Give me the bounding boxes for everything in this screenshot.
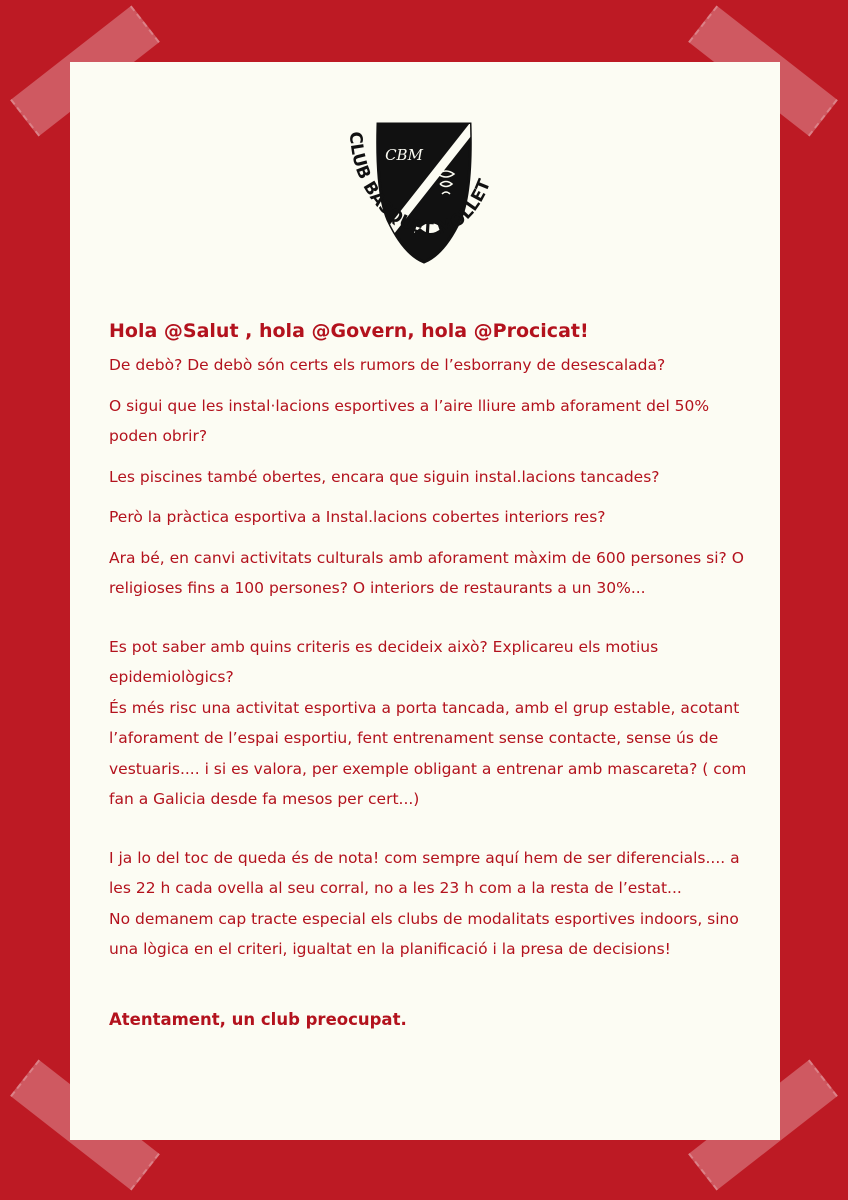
letter-body (109, 316, 749, 1045)
paragraph: O sigui que les instal·lacions esportives a l’aire lliure amb aforament del 50% poden obrir? (109, 396, 710, 445)
club-logo (338, 112, 510, 302)
logo-monogram: CBM (385, 146, 423, 164)
paragraph: No demanem cap tracte especial els clubs de modalitats esportives indoors, sino una lògica en el criteri, igualtat en la planificació i la presa de decisions! (109, 909, 739, 958)
paragraph: Però la pràctica esportiva a Instal.lacions cobertes interiors res? (109, 508, 606, 526)
letter-paper (70, 62, 780, 1140)
letter-heading: Hola @Salut , hola @Govern, hola @Procicat! (109, 320, 589, 342)
paragraph: I ja lo del toc de queda és de nota! com sempre aquí hem de ser diferencials.... a les 22 h cada ovella al seu corral, no a les 23 h com a la resta de l’estat... (109, 848, 740, 897)
paragraph: Les piscines també obertes, encara que siguin instal.lacions tancades? (109, 467, 660, 486)
paragraph: És més risc una activitat esportiva a porta tancada, amb el grup estable, acotant l’aforament de l’espai esportiu, fent entrenament sense contacte, sense ús de vestuaris.... i si es valora, per exemple obligant a entrenar amb mascareta? ( com fan a Galicia desde fa mesos per cert...) (109, 698, 747, 808)
paragraph: De debò? De debò són certs els rumors de l’esborrany de desescalada? (109, 356, 666, 374)
logo-arc-text: CLUB BASQUET MOLLET (344, 131, 496, 240)
letter-signoff: Atentament, un club preocupat. (109, 1009, 407, 1029)
paragraph: Ara bé, en canvi activitats culturals amb aforament màxim de 600 persones si? O religioses fins a 100 persones? O interiors de restaurants a un 30%... (109, 548, 744, 597)
paragraph: Es pot saber amb quins criteris es decideix això? Explicareu els motius epidemiològics? (109, 637, 659, 686)
